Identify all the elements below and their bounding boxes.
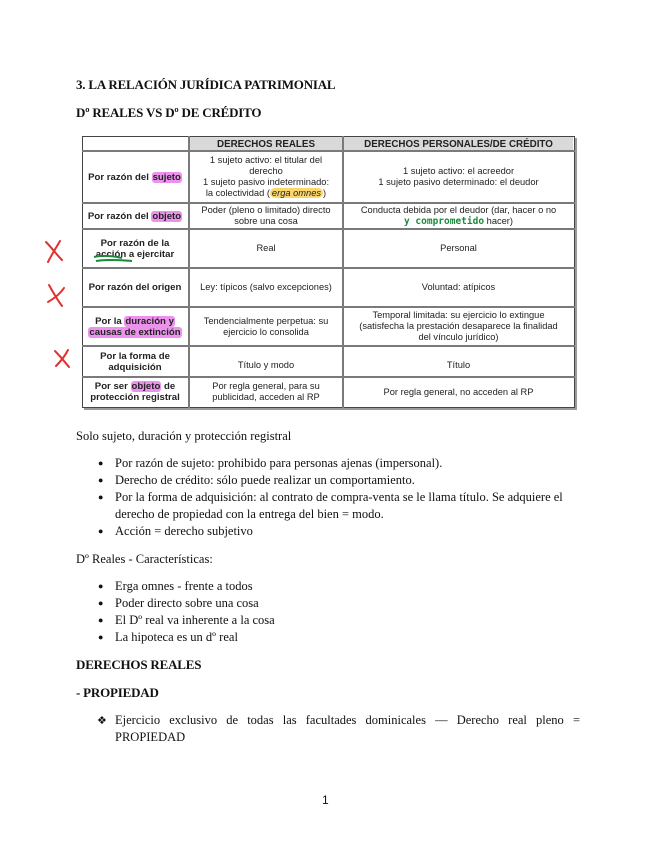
page-number: 1 <box>322 793 329 807</box>
cell-reales-duracion: Tendencialmente perpetua: su ejercicio lo consolida <box>203 315 329 337</box>
subtitle: Dº REALES VS Dº DE CRÉDITO <box>76 105 262 120</box>
list-item-continuation: derecho de propiedad con la entrega del bien = modo. <box>115 507 384 521</box>
cell-reales-objeto: Poder (pleno o limitado) directo sobre una cosa <box>201 205 331 226</box>
cell-personales-duracion: Temporal limitada: su ejercicio lo extingue (satisfecha la prestación desaparece la finalidad del vínculo jurídico) <box>359 310 558 342</box>
cell-personales-objeto: Conducta debida por el deudor (dar, hacer o no y comprometido hacer) <box>360 205 557 227</box>
row-label-accion: Por razón de la acción a ejercitar <box>82 230 188 267</box>
comparison-table <box>82 136 575 408</box>
cell-personales-registral: Por regla general, no acceden al RP <box>383 386 534 397</box>
row-label-sujeto: Por razón del sujeto <box>88 171 181 183</box>
diamond-item-line-1: Ejercicio exclusivo de todas las facultades dominicales — Derecho real pleno = <box>115 713 580 727</box>
list-item: Acción = derecho subjetivo <box>115 524 253 538</box>
list-item: Por razón de sujeto: prohibido para personas ajenas (impersonal). <box>115 456 443 470</box>
characteristics-title: Dº Reales - Características: <box>76 552 213 566</box>
green-underline-icon <box>92 254 142 264</box>
cell-personales-origen: Voluntad: atípicos <box>421 282 496 292</box>
col-header-personales: DERECHOS PERSONALES/DE CRÉDITO <box>344 137 573 151</box>
list-item: Por la forma de adquisición: al contrato de compra-venta se le llama título. Se adquiere el <box>115 490 563 504</box>
heading-propiedad: - PROPIEDAD <box>76 685 159 700</box>
handwritten-note: y comprometido <box>403 216 485 227</box>
heading-derechos-reales: DERECHOS REALES <box>76 657 202 672</box>
red-cross-mark-icon <box>42 280 72 310</box>
cell-reales-registral: Por regla general, para su publicidad, acceden al RP <box>212 381 320 402</box>
list-item: Poder directo sobre una cosa <box>115 596 259 610</box>
row-label-origen: Por razón del origen <box>88 282 182 293</box>
row-label-adquisicion: Por la forma de adquisición <box>100 350 170 373</box>
summary-line: Solo sujeto, duración y protección registral <box>76 429 292 443</box>
list-item: La hipoteca es un dº real <box>115 630 238 644</box>
cell-reales-accion: Real <box>256 243 276 253</box>
list-item: Erga omnes - frente a todos <box>115 579 253 593</box>
red-cross-mark-icon <box>40 236 70 266</box>
cell-reales-origen: Ley: típicos (salvo excepciones) <box>200 282 332 292</box>
diamond-item-line-2: PROPIEDAD <box>115 730 186 744</box>
col-header-reales: DERECHOS REALES <box>190 137 342 151</box>
cell-reales-adquisicion: Título y modo <box>237 360 295 370</box>
row-label-duracion: Por la duración y causas de extinción <box>89 315 181 338</box>
row-label-registral: Por ser objeto de protección registral <box>90 381 180 403</box>
cell-personales-sujeto: 1 sujeto activo: el acreedor 1 sujeto pasivo determinado: el deudor <box>378 166 539 187</box>
row-label-objeto: Por razón del objeto <box>87 210 182 222</box>
cell-personales-adquisicion: Título <box>446 360 471 370</box>
cell-reales-sujeto: 1 sujeto activo: el titular del derecho 1 sujeto pasivo indeterminado: la colectividad ( erga omnes ) <box>202 155 330 198</box>
cell-personales-accion: Personal <box>440 243 477 253</box>
red-cross-mark-icon <box>50 346 76 372</box>
section-title: 3. LA RELACIÓN JURÍDICA PATRIMONIAL <box>76 77 336 92</box>
diamond-bullet-icon: ❖ <box>97 714 107 727</box>
list-item: El Dº real va inherente a la cosa <box>115 613 275 627</box>
list-item: Derecho de crédito: sólo puede realizar un comportamiento. <box>115 473 415 487</box>
